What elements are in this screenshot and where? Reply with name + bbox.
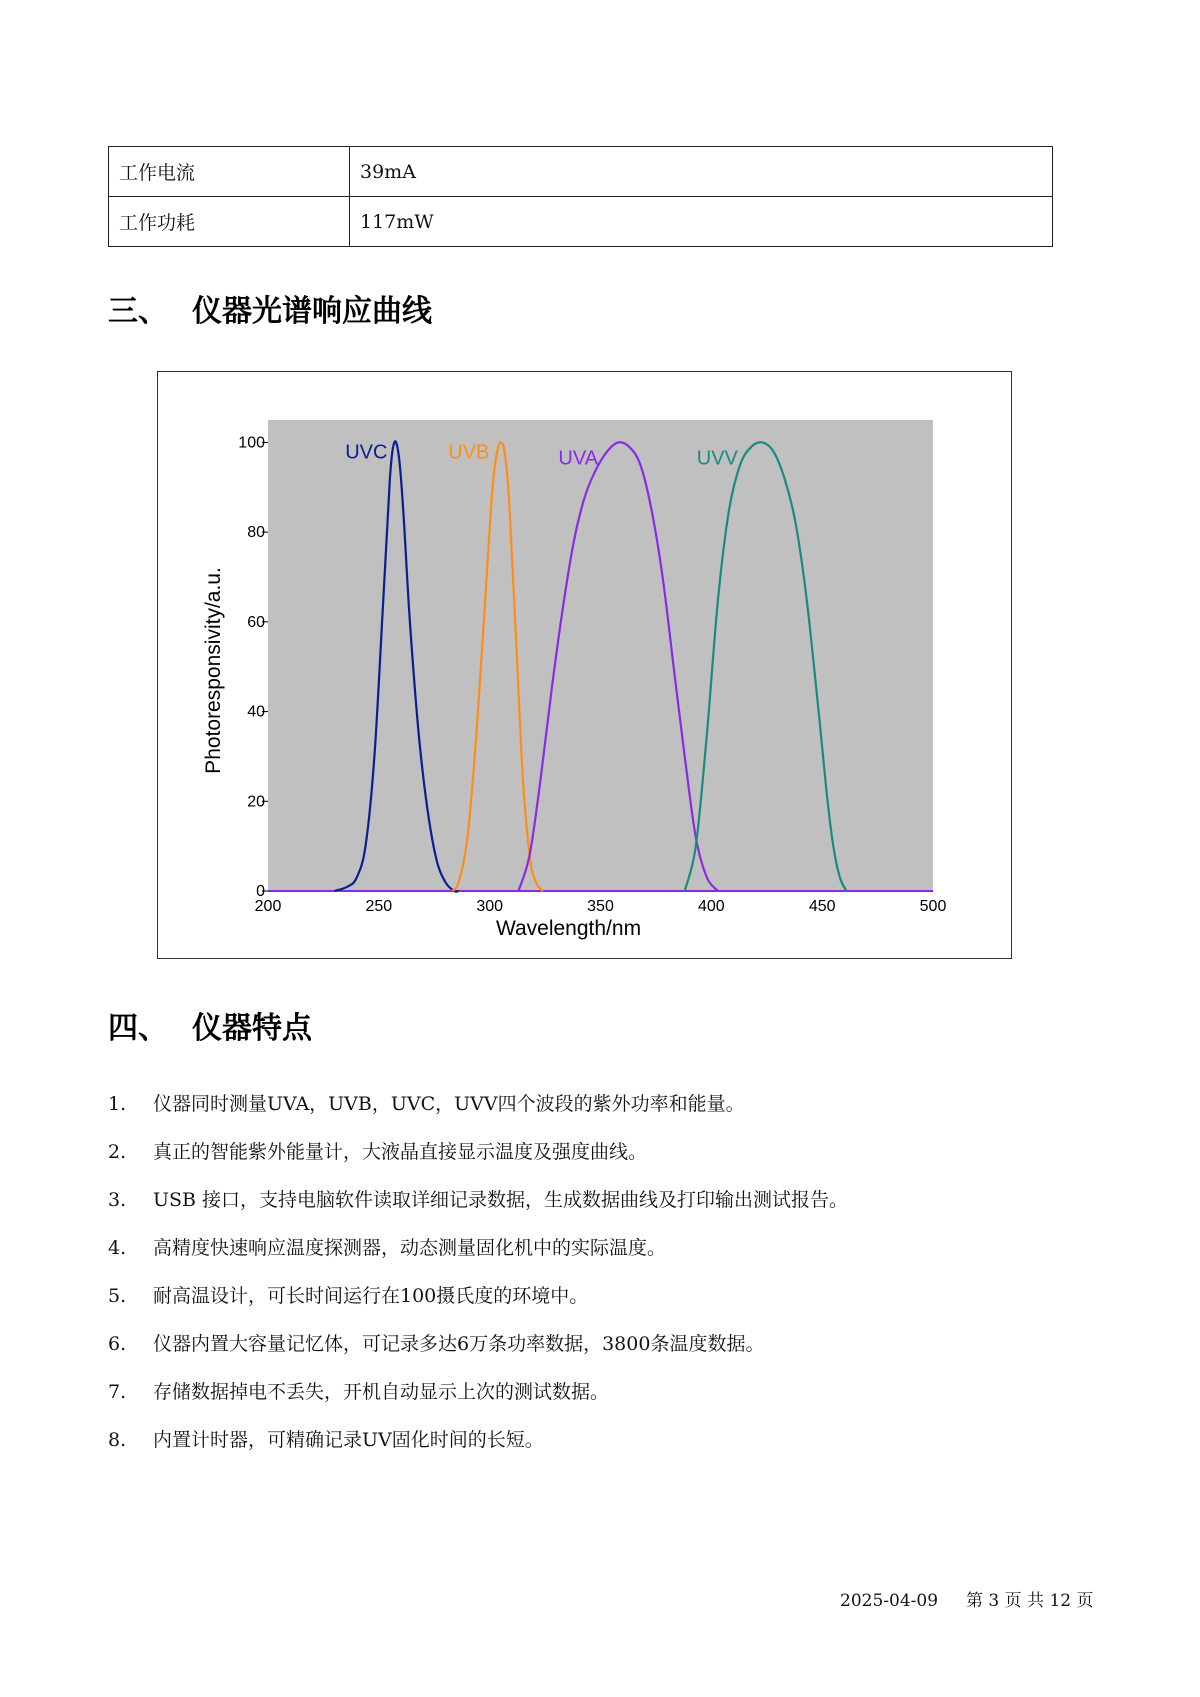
y-tick-label: 40 xyxy=(247,703,265,721)
list-item-text: 真正的智能紫外能量计，大液晶直接显示温度及强度曲线。 xyxy=(153,1141,648,1163)
x-tick-label: 450 xyxy=(808,898,836,915)
list-item xyxy=(108,1380,848,1428)
list-item-text: 存储数据掉电不丢失，开机自动显示上次的测试数据。 xyxy=(153,1381,610,1403)
list-item xyxy=(108,1428,848,1476)
table-row xyxy=(109,147,1053,197)
list-item-text: USB 接口，支持电脑软件读取详细记录数据，生成数据曲线及打印输出测试报告。 xyxy=(153,1189,849,1211)
page-footer xyxy=(840,1586,1093,1611)
x-tick-label: 300 xyxy=(476,898,504,915)
spec-table xyxy=(108,146,1053,247)
table-row xyxy=(109,197,1053,247)
x-axis-title: Wavelength/nm xyxy=(495,917,642,940)
x-tick-label: 350 xyxy=(587,898,614,915)
y-tick-label: 20 xyxy=(247,793,265,811)
spec-label: 工作电流 xyxy=(109,147,350,197)
spec-value: 39mA xyxy=(350,147,1053,197)
series-label-uvc: UVC xyxy=(345,441,388,464)
x-tick-label: 400 xyxy=(697,898,725,915)
list-item-number: 5. xyxy=(108,1285,127,1307)
section-heading-spectral-response xyxy=(108,286,432,330)
list-item-text: 仪器同时测量UVA，UVB，UVC，UVV四个波段的紫外功率和能量。 xyxy=(153,1093,745,1115)
section-number: 四、 xyxy=(108,1011,168,1046)
list-item-text: 仪器内置大容量记忆体，可记录多达6万条功率数据，3800条温度数据。 xyxy=(153,1333,765,1355)
list-item xyxy=(108,1284,848,1332)
y-tick-label: 0 xyxy=(256,883,265,900)
list-item-number: 6. xyxy=(108,1333,127,1355)
y-tick-label: 100 xyxy=(238,434,265,452)
section-heading-features xyxy=(108,1003,312,1047)
list-item xyxy=(108,1140,848,1188)
y-axis-title: Photoresponsivity/a.u. xyxy=(202,567,225,774)
footer-date: 2025-04-09 xyxy=(840,1591,939,1611)
feature-list xyxy=(108,1092,848,1476)
spectral-response-chart xyxy=(158,372,1011,958)
list-item-text: 内置计时器，可精确记录UV固化时间的长短。 xyxy=(153,1429,544,1451)
y-tick-label: 80 xyxy=(247,524,265,542)
list-item xyxy=(108,1332,848,1380)
spec-value: 117mW xyxy=(350,197,1053,247)
list-item xyxy=(108,1092,848,1140)
list-item-number: 1. xyxy=(108,1093,127,1115)
y-tick-label: 60 xyxy=(247,613,265,631)
x-tick-label: 200 xyxy=(254,898,282,915)
list-item xyxy=(108,1188,848,1236)
list-item-number: 3. xyxy=(108,1189,127,1211)
list-item-number: 7. xyxy=(108,1381,127,1403)
x-tick-label: 500 xyxy=(919,898,947,915)
footer-page-number: 第 3 页 共 12 页 xyxy=(966,1591,1094,1611)
section-number: 三、 xyxy=(108,294,168,329)
list-item-number: 8. xyxy=(108,1429,127,1451)
series-label-uva: UVA xyxy=(558,447,599,470)
list-item-number: 2. xyxy=(108,1141,127,1163)
section-title-text: 仪器光谱响应曲线 xyxy=(192,294,432,329)
x-tick-label: 250 xyxy=(365,898,393,915)
series-label-uvv: UVV xyxy=(696,447,738,470)
spectral-response-figure xyxy=(157,371,1012,959)
list-item-text: 耐高温设计，可长时间运行在100摄氏度的环境中。 xyxy=(153,1285,589,1307)
section-title-text: 仪器特点 xyxy=(192,1011,312,1046)
spec-label: 工作功耗 xyxy=(109,197,350,247)
list-item-number: 4. xyxy=(108,1237,127,1259)
list-item xyxy=(108,1236,848,1284)
list-item-text: 高精度快速响应温度探测器，动态测量固化机中的实际温度。 xyxy=(153,1237,667,1259)
series-label-uvb: UVB xyxy=(448,441,490,464)
